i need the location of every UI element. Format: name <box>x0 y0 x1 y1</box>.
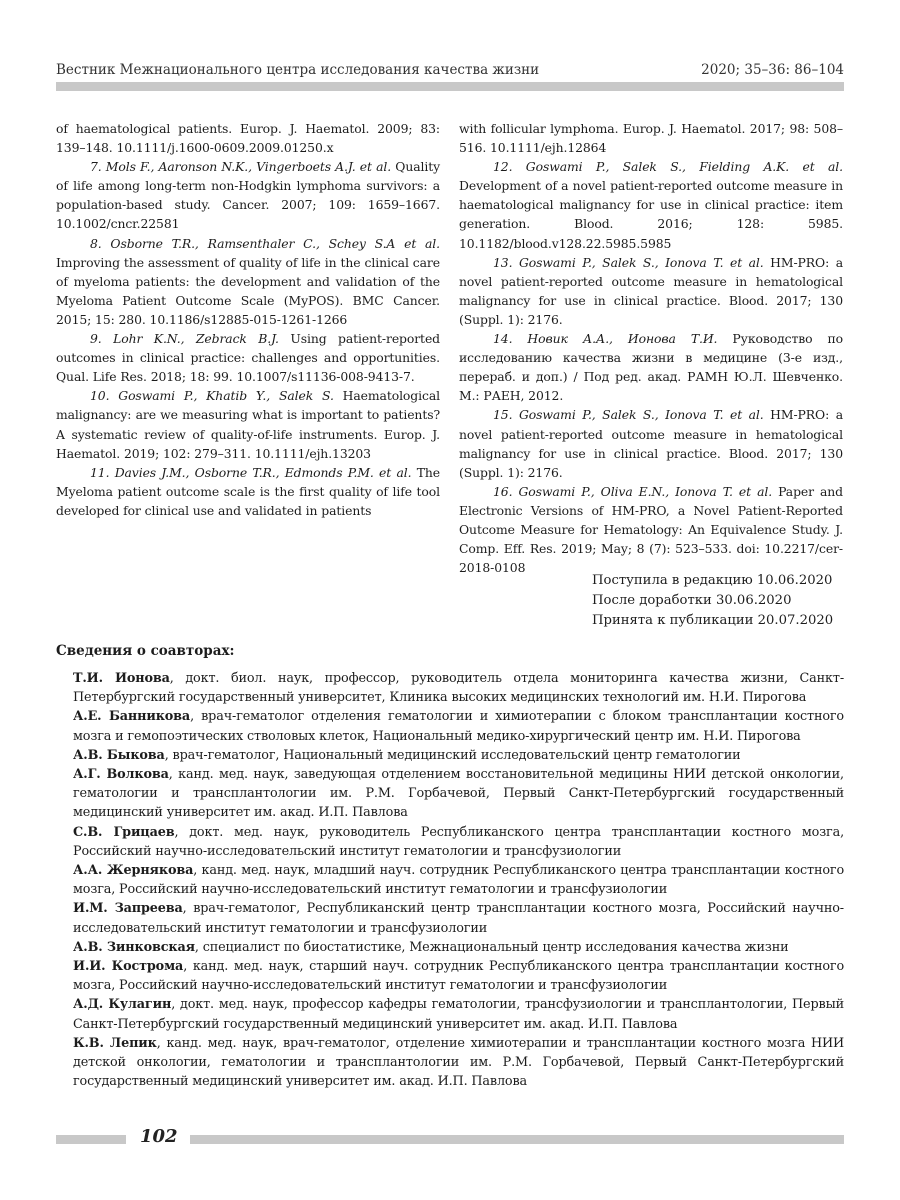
coauthor-info: , врач-гематолог, Республиканский центр трансплантации костного мозга, Российский научно-исследовательский институт гематологии и трансфузиологии <box>73 901 844 936</box>
footer-rule-right <box>190 1135 844 1144</box>
revised-date: После доработки 30.06.2020 <box>592 593 792 608</box>
reference-authors: 12. Goswami P., Salek S., Fielding A.K. et al. <box>493 159 843 175</box>
reference-authors: 7. Mols F., Aaronson N.K., Vingerboets A.J. et al. <box>90 159 392 175</box>
reference-authors: 10. Goswami P., Khatib Y., Salek S. <box>90 388 334 404</box>
reference-authors: 11. Davies J.M., Osborne T.R., Edmonds P.M. et al. <box>90 464 412 480</box>
reference-authors: 15. Goswami P., Salek S., Ionova T. et al. <box>493 407 764 423</box>
coauthor-info: , докт. мед. наук, руководитель Республиканского центра трансплантации костного мозга, Российский научно-исследовательский институт гематологии и трансфузиологии <box>73 824 844 859</box>
reference-text: Improving the assessment of quality of life in the clinical care of myeloma patients: the development and validation of the Myeloma Patient Outcome Scale (MyPOS). BMC Cancer. 2015; 15: 280. 10.1186/s12885-015-1261-1266 <box>56 254 440 327</box>
reference-text: HM-PRO: a novel patient-reported outcome measure in hematological malignancy for use in clinical practice. Blood. 2017; 130 (Suppl. 1): 2176. <box>459 407 843 480</box>
reference-item <box>459 482 843 577</box>
reference-authors: 9. Lohr K.N., Zebrack B.J. <box>90 331 279 347</box>
journal-title: Вестник Межнационального центра исследования качества жизни <box>56 62 540 78</box>
accepted-date: Принята к публикации 20.07.2020 <box>592 613 834 628</box>
coauthor-name: А.В. Быкова <box>73 747 165 763</box>
coauthors-list <box>73 669 844 1091</box>
reference-authors: 16. Goswami P., Oliva E.N., Ionova T. et al. <box>493 483 773 499</box>
coauthor-name: С.В. Грицаев <box>73 824 175 840</box>
reference-text: Using patient-reported outcomes in clinical practice: challenges and opportunities. Qual. Life Res. 2018; 18: 99. 10.1007/s11136-008-9413-7. <box>56 331 441 385</box>
coauthor-entry <box>73 938 844 957</box>
coauthor-info: , канд. мед. наук, врач-гематолог, отделение химиотерапии и трансплантации костного мозга НИИ детской онкологии, гематологии и трансплантологии им. Р.М. Горбачевой, Первый Санкт-Петербургский государственный медицинский университет им. акад. И.П. Павлова <box>73 1035 844 1090</box>
reference-item <box>56 386 440 462</box>
coauthor-name: А.В. Зинковская <box>73 939 195 955</box>
coauthor-name: А.Г. Волкова <box>73 767 169 783</box>
reference-text: Paper and Electronic Versions of HM-PRO, a Novel Patient-Reported Outcome Measure for Hematology: An Equivalence Study. J. Comp. Eff. Res. 2019; May; 8 (7): 523–533. doi: 10.2217/cer-2018-0108 <box>459 483 844 576</box>
coauthor-info: , врач-гематолог, Национальный медицинский исследовательский центр гематологии <box>164 747 741 763</box>
header-rule <box>56 82 844 91</box>
coauthor-entry <box>73 823 844 861</box>
coauthor-info: , специалист по биостатистике, Межнациональный центр исследования качества жизни <box>194 939 789 955</box>
reference-authors: 8. Osborne T.R., Ramsenthaler C., Schey S.A et al. <box>90 235 440 251</box>
coauthor-entry <box>73 746 844 765</box>
reference-item <box>459 329 843 405</box>
reference-item <box>459 253 843 329</box>
coauthor-entry <box>73 669 844 707</box>
coauthor-name: А.А. Жернякова <box>73 863 194 879</box>
references-left-column <box>56 119 440 520</box>
reference-authors: 13. Goswami P., Salek S., Ionova T. et al. <box>493 254 764 270</box>
reference-item <box>459 157 843 252</box>
coauthor-name: И.И. Кострома <box>73 959 184 975</box>
reference-continuation: of haematological patients. Europ. J. Haematol. 2009; 83: 139–148. 10.1111/j.1600-0609.2009.01250.x <box>56 121 440 156</box>
coauthor-entry <box>73 899 844 937</box>
coauthor-name: И.М. Запреева <box>73 901 183 917</box>
coauthor-name: Т.И. Ионова <box>73 671 170 686</box>
running-header <box>56 62 844 82</box>
coauthor-entry <box>73 957 844 995</box>
reference-text: Haematological malignancy: are we measuring what is important to patients? A systematic review of quality-of-life instruments. Europ. J. Haematol. 2019; 102: 279–311. 10.1111/ejh.13203 <box>56 388 440 461</box>
reference-item <box>459 405 843 481</box>
reference-text: Руководство по исследованию качества жизни в медицине (3-е изд., перераб. и доп.) / Под ред. акад. РАМН Ю.Л. Шевченко. М.: РАЕН, 2012. <box>459 331 843 404</box>
coauthor-entry <box>73 707 844 745</box>
coauthor-info: , докт. биол. наук, профессор, руководитель отдела мониторинга качества жизни, Санкт-Петербургский государственный университет, Клиника высоких медицинских технологий им. Н.И. Пирогова <box>73 671 844 706</box>
coauthors-heading: Сведения о соавторах: <box>56 643 235 659</box>
coauthor-name: А.Е. Банникова <box>73 709 191 725</box>
references-right-column <box>459 119 843 577</box>
reference-text: The Myeloma patient outcome scale is the first quality of life tool developed for clinical use and validated in patients <box>56 464 440 518</box>
received-date: Поступила в редакцию 10.06.2020 <box>592 573 833 588</box>
issue-info: 2020; 35–36: 86–104 <box>701 62 844 78</box>
coauthor-info: , канд. мед. наук, старший науч. сотрудник Республиканского центра трансплантации костного мозга, Российский научно-исследовательский институт гематологии и трансфузиологии <box>73 959 844 994</box>
reference-text: Development of a novel patient-reported outcome measure in haematological malignancy for use in clinical practice: item generation. Blood. 2016; 128: 5985. 10.1182/blood.v128.22.5985.5985 <box>459 178 843 251</box>
coauthor-info: , канд. мед. наук, заведующая отделением восстановительной медицины НИИ детской онкологии, гематологии и трансплантологии им. Р.М. Горбачевой, Первый Санкт-Петербургский государственный медицинский университет им. акад. И.П. Павлова <box>73 767 844 821</box>
reference-item <box>56 157 440 233</box>
reference-item <box>56 329 440 386</box>
coauthor-entry <box>73 995 844 1033</box>
reference-item <box>56 463 440 520</box>
coauthor-entry <box>73 765 844 823</box>
reference-text: HM-PRO: a novel patient-reported outcome measure in hematological malignancy for use in clinical practice. Blood. 2017; 130 (Suppl. 1): 2176. <box>459 254 843 327</box>
coauthor-info: , докт. мед. наук, профессор кафедры гематологии, трансфузиологии и трансплантологии, Первый Санкт-Петербургский государственный медицинский университет им. акад. И.П. Павлова <box>73 997 844 1032</box>
reference-item <box>56 234 440 329</box>
footer-rule-left <box>56 1135 126 1144</box>
coauthor-name: А.Д. Кулагин <box>73 997 172 1013</box>
coauthor-entry <box>73 1034 844 1092</box>
coauthor-info: , канд. мед. наук, младший науч. сотрудник Республиканского центра трансплантации костного мозга, Российский научно-исследовательский институт гематологии и трансфузиологии <box>73 863 844 898</box>
reference-text: Quality of life among long-term non-Hodgkin lymphoma survivors: a population-based study. Cancer. 2007; 109: 1659–1667. 10.1002/cncr.22581 <box>56 159 440 232</box>
reference-authors: 14. Новик А.А., Ионова Т.И. <box>493 331 718 347</box>
coauthor-name: К.В. Лепик <box>73 1035 157 1051</box>
page-number: 102 <box>140 1126 178 1147</box>
reference-continuation: with follicular lymphoma. Europ. J. Haematol. 2017; 98: 508–516. 10.1111/ejh.12864 <box>459 121 843 156</box>
coauthor-info: , врач-гематолог отделения гематологии и химиотерапии с блоком трансплантации костного мозга и гемопоэтических стволовых клеток, Национальный медико-хирургический центр им. Н.И. Пирогова <box>73 709 844 744</box>
coauthor-entry <box>73 861 844 899</box>
submission-dates <box>592 571 852 631</box>
